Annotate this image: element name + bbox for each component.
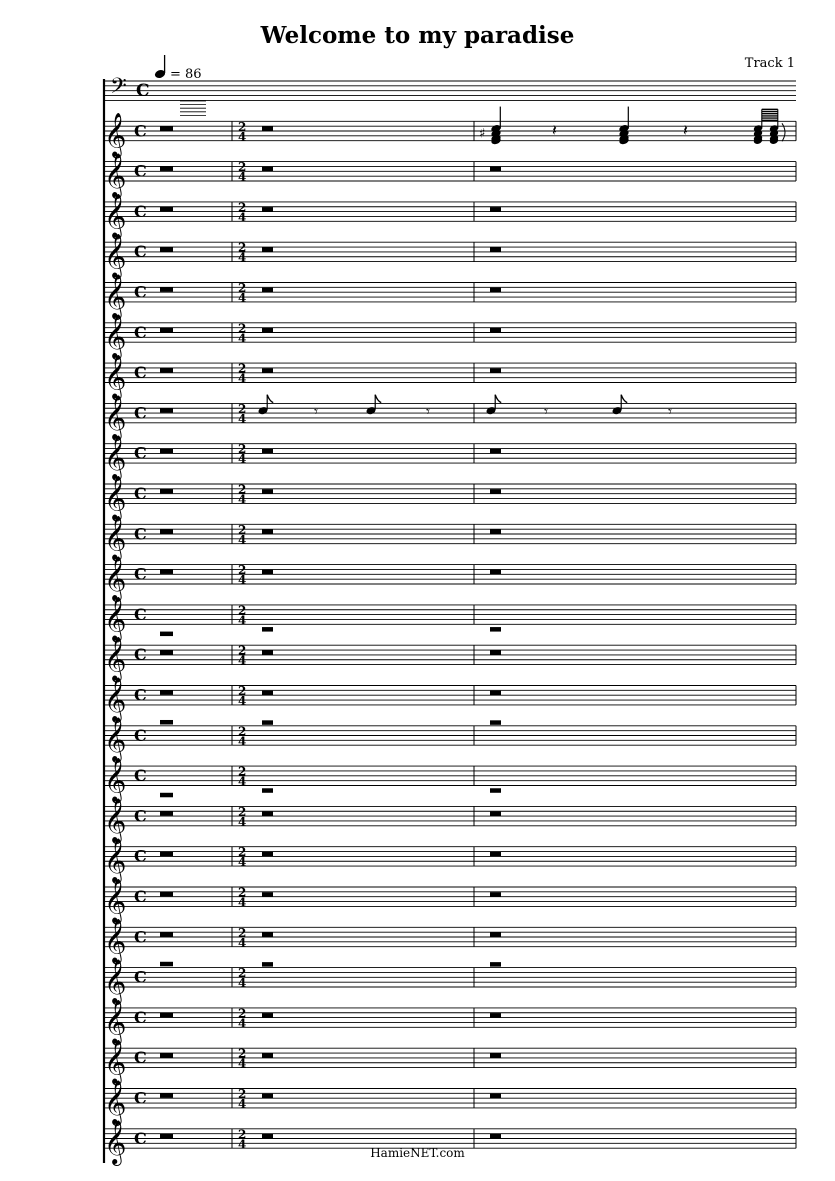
half-rest-icon [490,720,501,725]
time-signature-denominator: 4 [238,976,247,991]
common-time-icon: C [134,604,147,624]
time-signature-numerator: 2 [238,643,247,658]
common-time-icon: C [134,766,147,786]
treble-staff [104,475,796,521]
whole-rest-icon [160,632,173,637]
treble-clef-icon: 𝄞 [104,959,127,1003]
treble-clef-icon: 𝄞 [104,193,127,238]
half-rest-icon [262,933,273,938]
treble-clef-icon: 𝄞 [104,999,127,1044]
whole-rest-icon [160,932,173,937]
bass-clef-icon: 𝄢 [110,74,127,104]
common-time-icon: C [136,81,150,101]
half-rest-icon [490,962,501,967]
treble-staff [104,798,796,844]
tempo-marking [154,55,202,82]
time-signature-denominator: 4 [238,331,247,346]
half-rest-icon [490,167,501,172]
half-rest-icon [262,788,273,793]
time-signature-denominator: 4 [238,895,247,910]
treble-clef-icon: 𝄞 [104,757,127,802]
treble-clef-icon: 𝄞 [104,233,127,278]
treble-staff [104,355,796,401]
treble-staff [104,395,796,441]
half-rest-icon [490,627,501,632]
bass-staff [105,74,796,115]
common-time-icon: C [134,403,147,423]
score-title: Welcome to my paradise [260,22,575,49]
quarter-rest-icon: 𝄽 [552,120,557,140]
half-rest-icon [490,207,501,212]
half-rest-icon [490,449,501,454]
half-rest-icon [490,852,501,857]
treble-staff [104,1080,796,1126]
whole-rest-icon [160,720,173,725]
eighth-rest-icon: 𝄾 [668,402,672,421]
time-signature-numerator: 2 [238,1127,247,1142]
time-signature-numerator: 2 [238,966,247,981]
sharp-icon: ♯ [479,126,486,142]
time-signature-numerator: 2 [238,764,247,779]
common-time-icon: C [134,201,147,221]
whole-rest-icon [160,126,173,130]
time-signature-denominator: 4 [238,1016,247,1031]
treble-clef-icon: 𝄞 [104,1120,127,1165]
time-signature-numerator: 2 [238,281,247,295]
eighth-rest-icon: 𝄾 [544,402,548,421]
note-flag [375,395,381,403]
treble-staff [104,596,796,642]
half-rest-icon [262,247,273,252]
half-rest-icon [262,449,273,454]
time-signature-numerator: 2 [238,1006,247,1021]
whole-rest-icon [160,1053,173,1058]
treble-staff [104,516,796,562]
whole-rest-icon [160,1134,173,1139]
half-rest-icon [262,962,273,967]
common-time-icon: C [134,725,147,745]
half-rest-icon [262,489,273,494]
treble-clef-icon: 𝄞 [104,1079,127,1124]
time-signature-denominator: 4 [238,653,247,668]
half-rest-icon [490,812,501,817]
half-rest-icon [490,788,501,793]
quarter-rest-icon: 𝄽 [683,120,688,140]
half-rest-icon [262,288,273,293]
common-time-icon: C [134,564,147,584]
treble-clef-icon: 𝄞 [104,153,127,197]
half-rest-icon [490,1094,501,1099]
treble-clef-icon: 𝄞 [104,1039,127,1084]
whole-rest-icon [160,1093,173,1098]
time-signature-numerator: 2 [238,401,247,416]
time-signature-numerator: 2 [238,482,247,497]
time-signature-denominator: 4 [238,694,247,708]
time-signature-denominator: 4 [238,774,247,789]
half-rest-icon [490,892,501,897]
half-rest-icon [490,530,501,535]
treble-staff [104,314,796,360]
time-signature-numerator: 2 [238,1046,247,1061]
half-rest-icon [490,570,501,575]
time-signature-numerator: 2 [238,885,247,900]
treble-staff [104,677,796,723]
treble-clef-icon: 𝄞 [104,676,127,721]
treble-staff [104,959,796,1005]
time-signature-denominator: 4 [238,129,247,144]
time-signature-denominator: 4 [238,573,247,588]
half-rest-icon [262,812,273,817]
time-signature-numerator: 2 [238,563,247,578]
whole-rest-icon [160,793,173,798]
time-signature-numerator: 2 [238,160,247,175]
common-time-icon: C [134,806,147,826]
time-signature-numerator: 2 [238,442,247,457]
half-rest-icon [262,127,273,132]
note-flag [621,395,627,403]
treble-staff [104,107,796,159]
half-rest-icon [490,489,501,494]
treble-clef-icon: 𝄞 [104,394,127,439]
treble-clef-icon: 𝄞 [104,636,127,681]
time-signature-denominator: 4 [238,613,247,628]
common-time-icon: C [134,645,147,665]
treble-clef-icon: 𝄞 [104,354,127,399]
whole-rest-icon [160,489,173,494]
common-time-icon: C [134,685,147,705]
whole-rest-icon [160,368,173,373]
treble-clef-icon: 𝄞 [104,878,127,923]
half-rest-icon [262,892,273,897]
half-rest-icon [490,1053,501,1058]
treble-clef-icon: 𝄞 [104,515,127,560]
half-rest-icon [490,1013,501,1018]
common-time-icon: C [134,443,147,463]
common-time-icon: C [134,846,147,866]
common-time-icon: C [134,161,147,181]
time-signature-numerator: 2 [238,361,247,376]
time-signature-denominator: 4 [238,291,247,305]
time-signature-numerator: 2 [238,724,247,739]
common-time-icon: C [134,242,147,262]
time-signature-denominator: 4 [238,1097,247,1111]
time-signature-numerator: 2 [238,522,247,537]
time-signature-numerator: 2 [238,603,247,618]
eighth-rest-icon: 𝄾 [426,402,430,421]
time-signature-numerator: 2 [238,925,247,940]
common-time-icon: C [134,524,147,544]
time-signature-denominator: 4 [238,855,247,870]
whole-rest-icon [160,1013,173,1018]
time-signature-denominator: 4 [238,532,247,547]
half-rest-icon [262,627,273,632]
common-time-icon: C [134,1088,147,1108]
treble-staff [104,1040,796,1086]
time-signature-numerator: 2 [238,684,247,698]
half-rest-icon [262,167,273,172]
common-time-icon: C [134,1007,147,1027]
common-time-icon: C [134,1128,147,1148]
time-signature-denominator: 4 [238,452,247,467]
treble-staff [104,193,796,239]
treble-staff [104,556,796,602]
common-time-icon: C [134,484,147,503]
half-rest-icon [262,1094,273,1099]
common-time-icon: C [134,967,147,987]
half-rest-icon [262,328,273,333]
eighth-rest-icon: 𝄾 [314,402,318,421]
half-rest-icon [262,852,273,857]
half-rest-icon [490,368,501,373]
time-signature-denominator: 4 [238,734,247,749]
half-rest-icon [490,933,501,938]
time-signature-denominator: 4 [238,1137,247,1152]
time-signature-numerator: 2 [238,200,247,215]
half-rest-icon [490,288,501,293]
time-signature-denominator: 4 [238,1056,247,1071]
common-time-icon: C [134,322,147,342]
time-signature-numerator: 2 [238,845,247,860]
half-rest-icon [262,720,273,725]
treble-staff [104,234,796,280]
treble-staff [104,919,796,965]
note-flag [267,395,273,403]
time-signature-denominator: 4 [238,250,247,265]
treble-staff [104,838,796,884]
treble-staff [104,758,796,804]
time-signature-denominator: 4 [238,371,247,386]
time-signature-numerator: 2 [238,1087,247,1101]
treble-staff [104,1120,796,1166]
whole-rest-icon [160,811,173,816]
time-signature-denominator: 4 [238,935,247,950]
tempo-bpm-text: = 86 [170,67,202,82]
time-signature-numerator: 2 [238,119,247,134]
half-rest-icon [262,691,273,696]
whole-rest-icon [160,408,173,413]
whole-rest-icon [160,166,173,171]
instrument-label: Track 1 [744,56,795,71]
treble-staff [104,717,796,763]
treble-clef-icon: 𝄞 [104,112,127,157]
whole-rest-icon [160,690,173,695]
time-signature-denominator: 4 [238,170,247,185]
half-rest-icon [262,530,273,535]
whole-rest-icon [160,569,173,574]
treble-clef-icon: 𝄞 [104,918,127,963]
time-signature-numerator: 2 [238,321,247,336]
half-rest-icon [262,368,273,373]
treble-clef-icon: 𝄞 [104,475,127,520]
whole-rest-icon [160,207,173,212]
half-rest-icon [490,1134,501,1139]
half-rest-icon [490,691,501,696]
time-signature-numerator: 2 [238,240,247,255]
common-time-icon: C [134,1048,147,1068]
common-time-icon: C [134,282,147,302]
half-rest-icon [490,247,501,252]
whole-rest-icon [160,529,173,534]
treble-clef-icon: 𝄞 [104,556,127,600]
treble-staff [104,153,796,199]
time-signature-denominator: 4 [238,492,247,507]
whole-rest-icon [160,328,173,333]
half-rest-icon [262,650,273,655]
time-signature-denominator: 4 [238,411,247,426]
note-flag [495,395,501,403]
time-signature-numerator: 2 [238,804,247,819]
common-time-icon: C [134,887,147,906]
treble-staff [104,435,796,481]
whole-rest-icon [160,287,173,292]
treble-clef-icon: 𝄞 [104,838,127,883]
treble-clef-icon: 𝄞 [104,314,127,359]
whole-rest-icon [160,852,173,857]
half-rest-icon [262,1134,273,1139]
common-time-icon: C [134,927,147,947]
whole-rest-icon [160,449,173,454]
common-time-icon: C [134,363,147,383]
half-rest-icon [262,570,273,575]
half-rest-icon [262,207,273,212]
half-rest-icon [490,650,501,655]
treble-clef-icon: 𝄞 [104,797,127,842]
treble-staff [104,878,796,924]
common-time-icon: C [134,121,147,141]
treble-clef-icon: 𝄞 [104,435,127,480]
treble-staff [104,274,796,320]
treble-clef-icon: 𝄞 [104,596,127,641]
whole-rest-icon [160,892,173,897]
half-rest-icon [262,1053,273,1058]
whole-rest-icon [160,650,173,655]
time-signature-denominator: 4 [238,814,247,829]
half-rest-icon [262,1013,273,1018]
time-signature-denominator: 4 [238,210,247,225]
treble-clef-icon: 𝄞 [104,273,127,318]
footer-credit: HamieNET.com [370,1146,465,1160]
half-rest-icon [490,328,501,333]
treble-staff [104,999,796,1045]
treble-clef-icon: 𝄞 [104,717,127,762]
treble-staff [104,637,796,683]
whole-rest-icon [160,247,173,252]
whole-rest-icon [160,962,173,967]
